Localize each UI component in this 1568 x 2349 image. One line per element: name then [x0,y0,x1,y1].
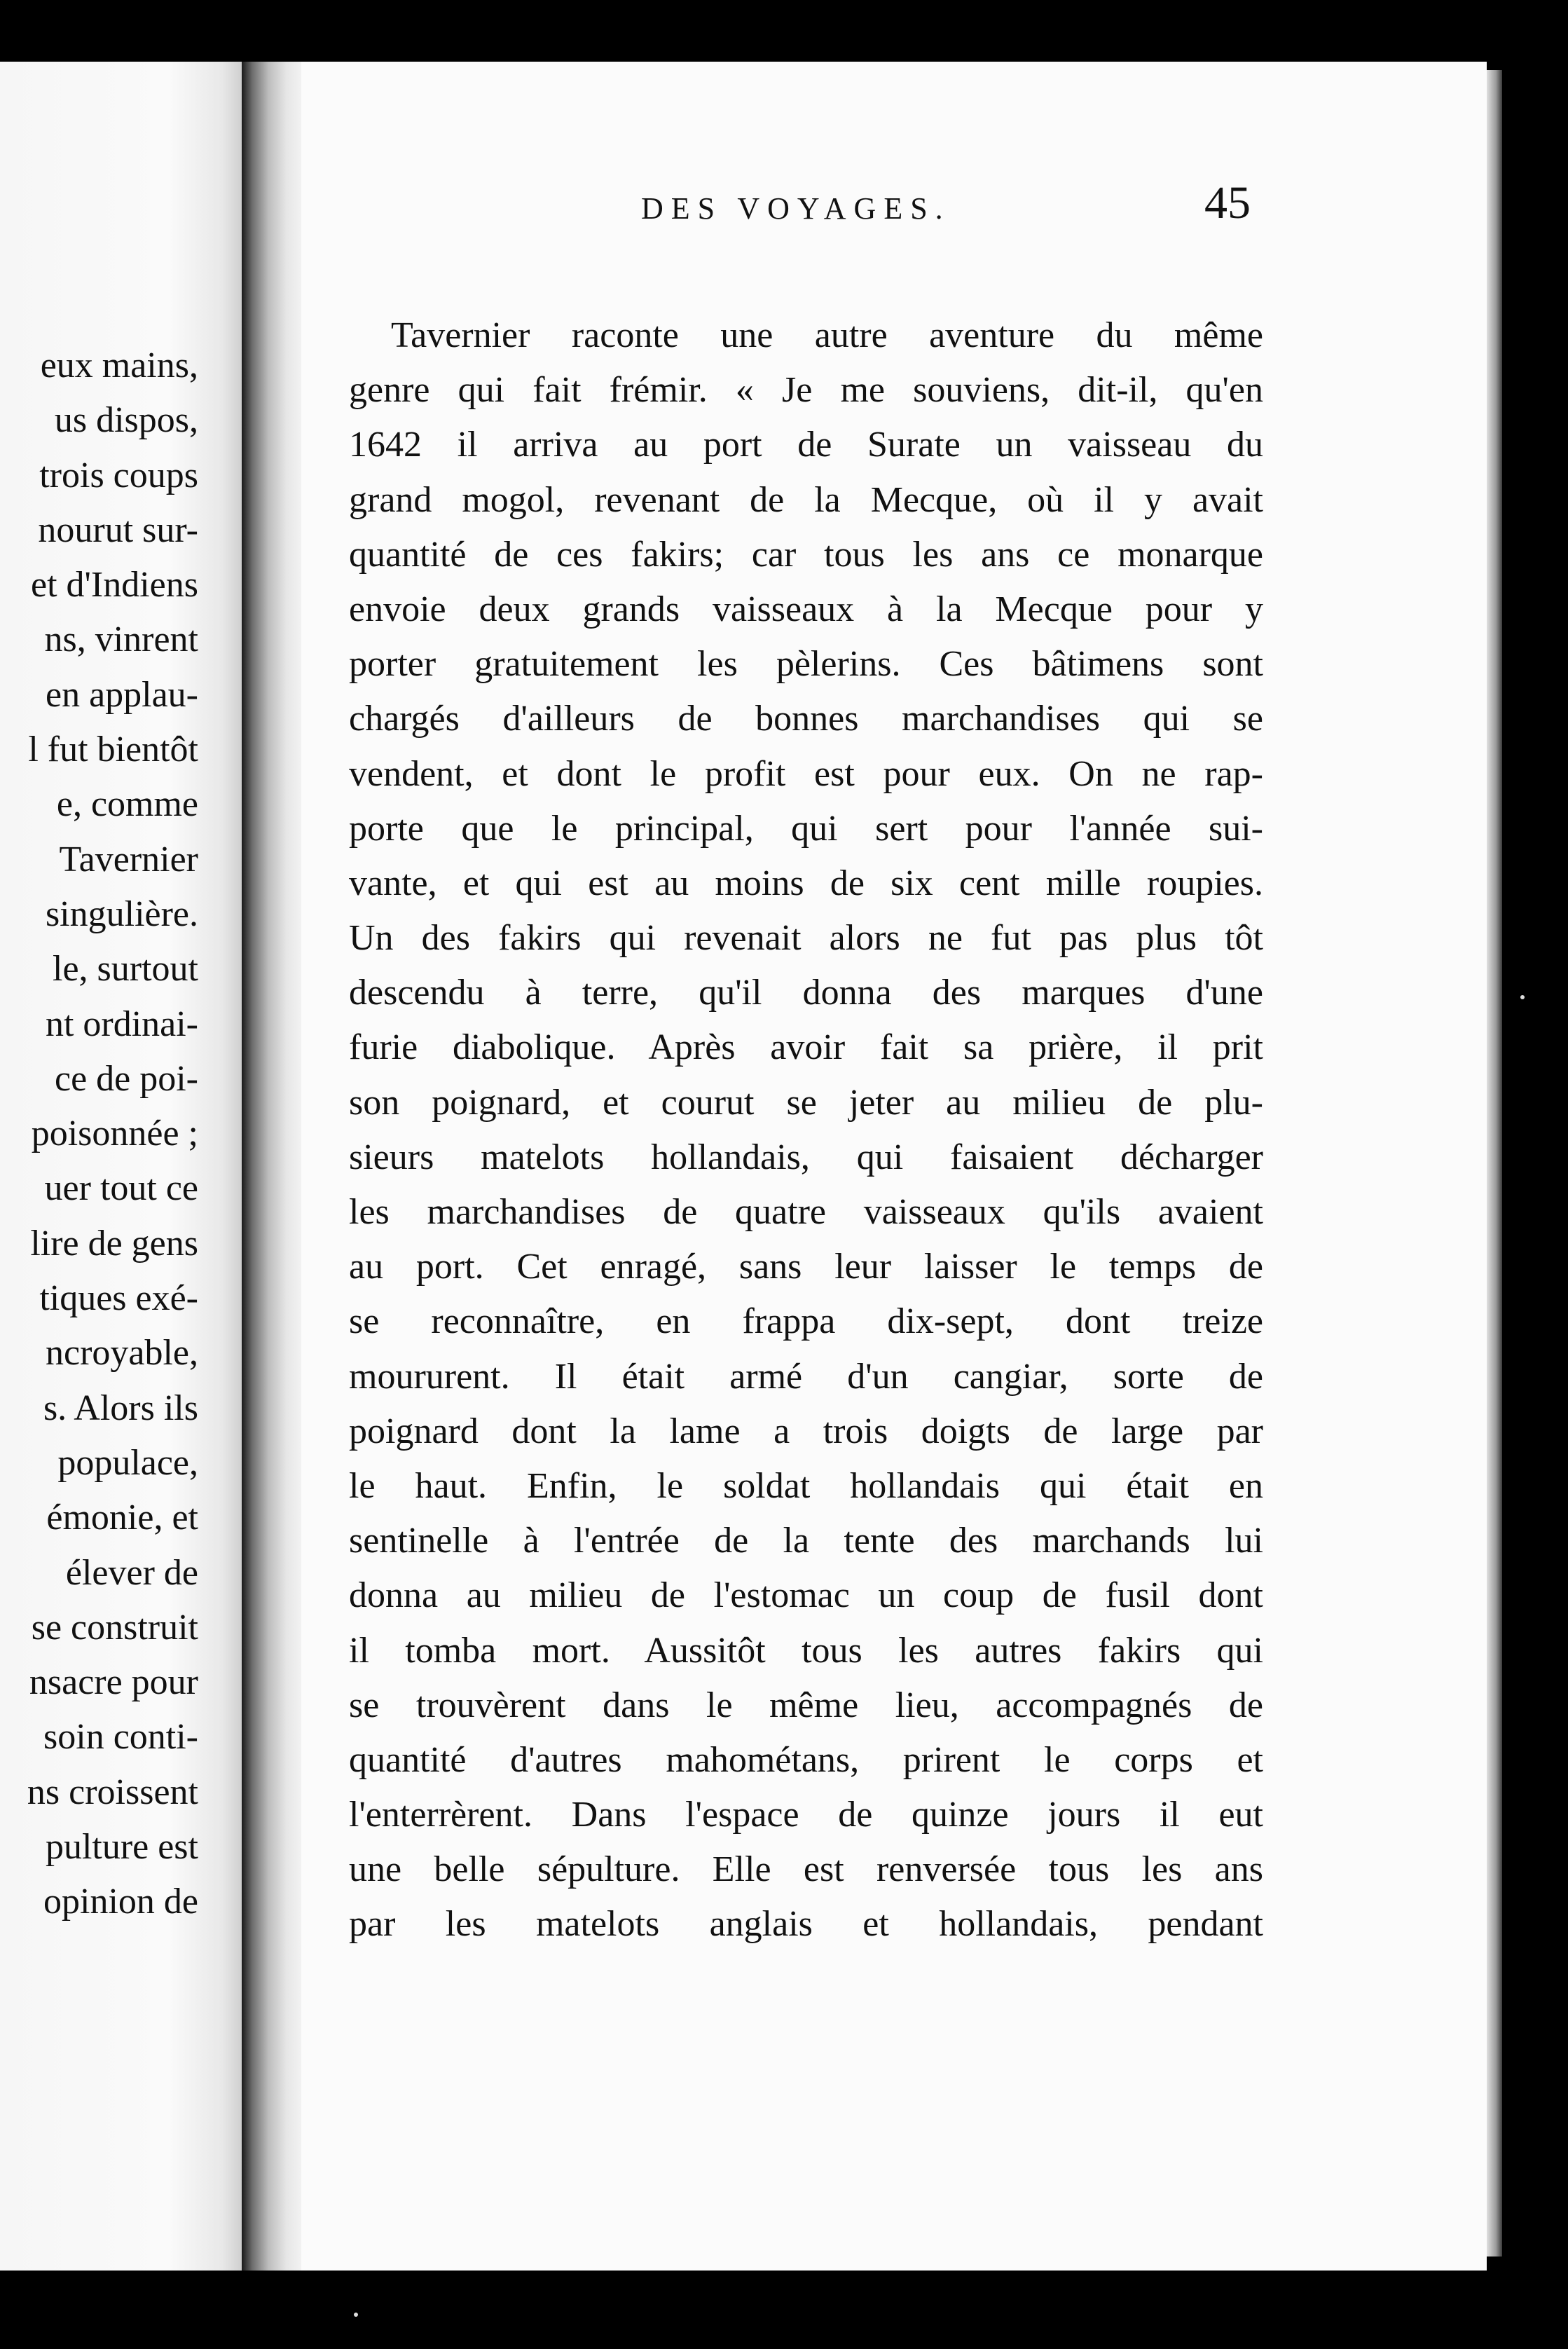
text-line: genre qui fait frémir. « Je me souviens, dit-il, qu'en [349,370,1263,411]
left-page-line: opinion de [43,1882,198,1922]
text-line: vante, et qui est au moins de six cent mille roupies. [349,863,1263,903]
book-gutter [242,62,301,2271]
scan-speck [354,2313,358,2317]
left-page-line: élever de [65,1552,198,1593]
left-page-text [27,338,198,1930]
running-title: DES VOYAGES. [641,191,951,226]
text-line: une belle sépulture. Elle est renversée tous les ans [349,1849,1263,1890]
left-page-line: lire de gens [30,1223,198,1263]
text-line: se trouvèrent dans le même lieu, accompagnés de [349,1685,1263,1725]
left-page-line: us dispos, [54,400,198,441]
left-page-line: s. Alors ils [43,1388,198,1428]
left-page-line: le, surtout [53,949,198,989]
text-line: au port. Cet enragé, sans leur laisser le temps de [349,1247,1263,1287]
left-page-line: en applau- [45,674,198,715]
text-line: par les matelots anglais et hollandais, pendant [349,1904,1263,1945]
text-line: vendent, et dont le profit est pour eux. On ne rap- [349,753,1263,794]
left-page-line: ncroyable, [45,1333,198,1374]
text-line: poignard dont la lame a trois doigts de large par [349,1411,1263,1451]
text-line: l'enterrèrent. Dans l'espace de quinze jours il eut [349,1795,1263,1835]
left-page-line: uer tout ce [44,1168,198,1209]
text-line: envoie deux grands vaisseaux à la Mecque pour y [349,589,1263,629]
left-page-line: singulière. [45,893,198,934]
left-page-line: poisonnée ; [31,1114,198,1154]
left-facing-page [0,62,242,2271]
left-page-line: e, comme [56,784,198,825]
text-line: grand mogol, revenant de la Mecque, où il y avait [349,479,1263,520]
left-page-line: émonie, et [46,1498,198,1538]
page-edge-shadow [1487,70,1502,2256]
left-page-line: populace, [57,1442,198,1483]
left-page-line: nt ordinai- [45,1004,198,1044]
body-text [349,308,1263,1952]
text-line: sieurs matelots hollandais, qui faisaient décharger [349,1137,1263,1177]
left-page-line: tiques exé- [39,1278,198,1319]
text-line: Un des fakirs qui revenait alors ne fut pas plus tôt [349,918,1263,959]
left-page-line: ns, vinrent [44,619,198,660]
left-page-line: soin conti- [43,1717,198,1758]
scan-speck [1520,995,1525,999]
left-page-line: Tavernier [59,839,198,879]
text-line: porte que le principal, qui sert pour l'année sui- [349,808,1263,849]
left-page-line: trois coups [39,455,198,495]
text-line: chargés d'ailleurs de bonnes marchandises qui se [349,699,1263,739]
text-line: donna au milieu de l'estomac un coup de fusil dont [349,1575,1263,1616]
left-page-line: nourut sur- [38,509,198,550]
text-line: se reconnaître, en frappa dix-sept, dont treize [349,1301,1263,1342]
text-line: quantité d'autres mahométans, prirent le corps et [349,1739,1263,1780]
page-number: 45 [1204,177,1251,228]
text-line: furie diabolique. Après avoir fait sa prière, il prit [349,1027,1263,1068]
left-page-line: ce de poi- [54,1058,198,1099]
text-line: moururent. Il était armé d'un cangiar, sorte de [349,1356,1263,1397]
text-line: descendu à terre, qu'il donna des marques d'une [349,973,1263,1013]
left-page-line: nsacre pour [29,1662,198,1703]
text-line: il tomba mort. Aussitôt tous les autres fakirs qui [349,1630,1263,1671]
left-page-line: ns croissent [27,1772,198,1812]
text-line: son poignard, et courut se jeter au milieu de plu- [349,1082,1263,1123]
left-page-line: l fut bientôt [28,730,198,770]
left-page-line: se construit [31,1607,198,1648]
left-page-line: eux mains, [40,345,198,385]
text-line: sentinelle à l'entrée de la tente des marchands lui [349,1521,1263,1561]
running-head [340,177,1251,240]
text-line: le haut. Enfin, le soldat hollandais qui était en [349,1465,1263,1506]
text-line: 1642 il arriva au port de Surate un vaisseau du [349,425,1263,465]
text-line: porter gratuitement les pèlerins. Ces bâtimens sont [349,644,1263,685]
text-line: les marchandises de quatre vaisseaux qu'ils avaient [349,1192,1263,1232]
left-page-line: pulture est [45,1827,198,1868]
text-line: Tavernier raconte une autre aventure du même [391,315,1263,355]
text-line: quantité de ces fakirs; car tous les ans ce monarque [349,534,1263,575]
left-page-line: et d'Indiens [31,565,198,605]
